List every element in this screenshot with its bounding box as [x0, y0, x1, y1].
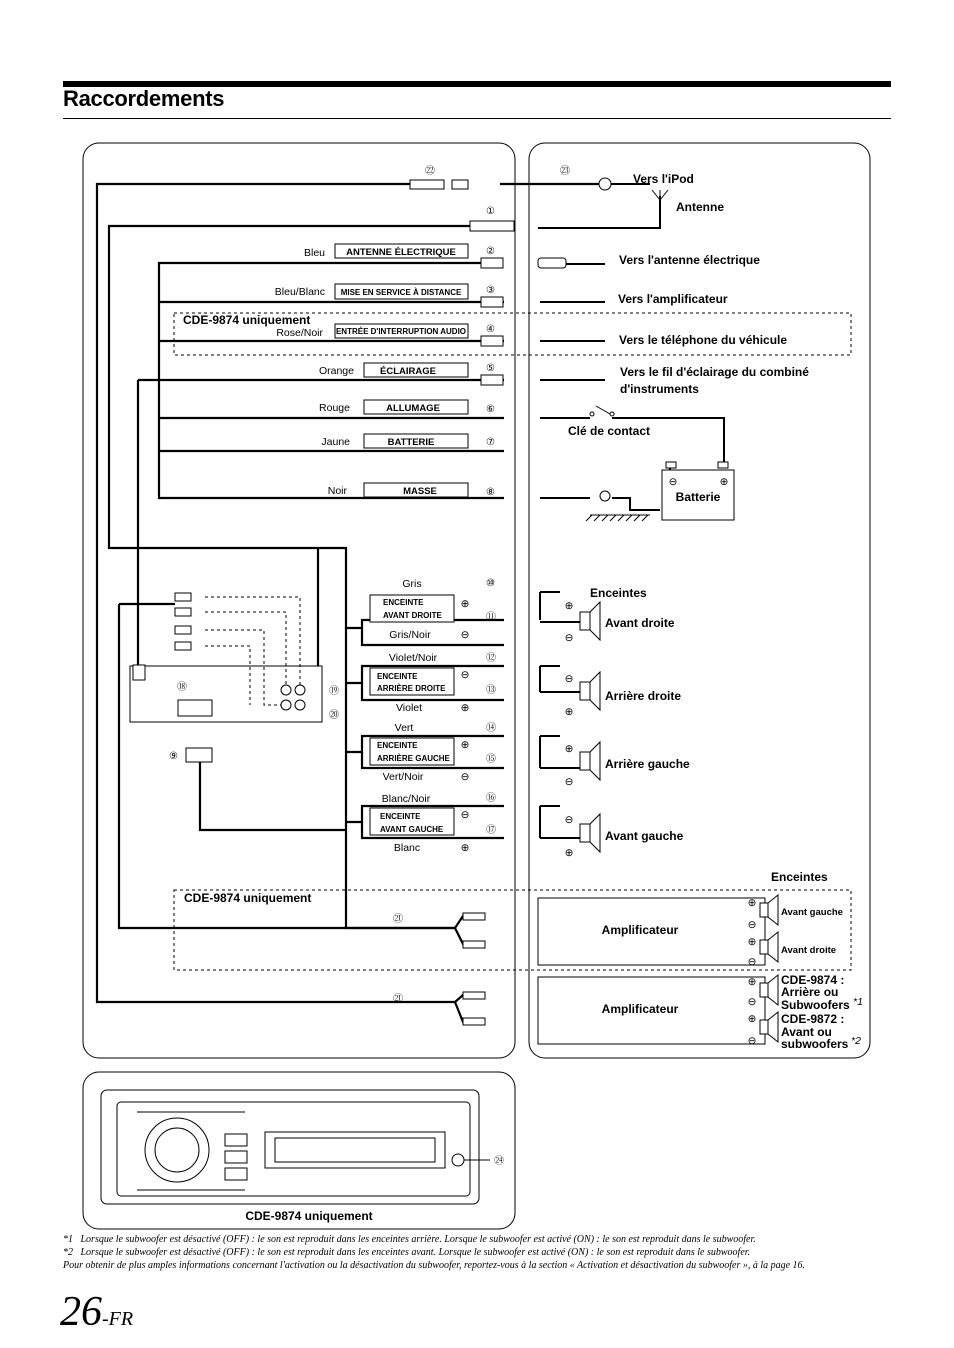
- num-12: ⑫: [486, 653, 496, 664]
- spk-box-2b: ARRIÈRE DROITE: [377, 684, 446, 693]
- num-18: ⑱: [177, 682, 187, 693]
- spk-box-4a: ENCEINTE: [380, 812, 421, 821]
- spk-color-15: Vert/Noir: [382, 771, 424, 783]
- to-amplifier-label: Vers l'amplificateur: [618, 292, 728, 306]
- footnote-text-2: Lorsque le subwoofer est désactivé (OFF) : le son est reproduit dans les enceintes avant. Lorsque le subwoofer est activé (ON) : le son est reproduit dans le subwoofer.: [80, 1247, 751, 1258]
- front-right-label: Avant droite: [605, 616, 675, 630]
- spk-box-2a: ENCEINTE: [377, 672, 418, 681]
- num-21a: ㉑: [393, 914, 403, 925]
- box-label-2: ANTENNE ÉLECTRIQUE: [346, 247, 456, 258]
- num-3: ③: [486, 285, 495, 296]
- num-11: ⑪: [486, 612, 496, 623]
- plus-icon: ⊕: [747, 897, 757, 909]
- box-label-4: ENTRÉE D'INTERRUPTION AUDIO: [335, 327, 467, 336]
- wire-color-2: Bleu: [303, 247, 325, 259]
- bottom-panel: [83, 1072, 515, 1229]
- minus-icon: ⊖: [747, 956, 757, 968]
- amp-front-right-label: Avant droite: [781, 945, 837, 956]
- page-number-value: 26: [60, 1289, 102, 1335]
- plus-icon: ⊕: [460, 702, 470, 714]
- minus-icon: ⊖: [564, 673, 574, 685]
- minus-icon: ⊖: [564, 814, 574, 826]
- page-title: Raccordements: [63, 86, 225, 111]
- head-unit: [101, 1090, 479, 1204]
- spk-color-13: Violet: [395, 702, 423, 714]
- box-label-7: BATTERIE: [387, 437, 435, 448]
- plus-icon: ⊕: [719, 476, 729, 488]
- num-1: ①: [486, 206, 495, 217]
- page-number: [60, 1288, 133, 1336]
- num-19: ⑲: [329, 686, 339, 697]
- footnote-mark-1: *1: [63, 1234, 73, 1245]
- num-20: ⑳: [329, 710, 339, 721]
- num-4: ④: [486, 324, 495, 335]
- to-ipod-label: Vers l'iPod: [633, 172, 694, 186]
- num-5: ⑤: [486, 363, 495, 374]
- num-2: ②: [486, 246, 495, 257]
- footnote-2: [63, 1246, 903, 1259]
- page-number-suffix: -FR: [102, 1308, 134, 1330]
- amp-front-left-label: Avant gauche: [781, 907, 843, 918]
- sub-label-2a: CDE-9872 :: [781, 1012, 845, 1026]
- wire-color-5: Orange: [318, 365, 354, 377]
- to-power-antenna-label: Vers l'antenne électrique: [619, 253, 760, 267]
- num-23: ㉓: [560, 166, 570, 177]
- minus-icon: ⊖: [564, 776, 574, 788]
- num-7: ⑦: [486, 437, 495, 448]
- plus-icon: ⊕: [564, 706, 574, 718]
- wire-color-7: Jaune: [321, 436, 350, 448]
- minus-icon: ⊖: [460, 809, 470, 821]
- spk-box-4b: AVANT GAUCHE: [380, 825, 444, 834]
- box-label-8: MASSE: [403, 486, 437, 497]
- wire-color-6: Rouge: [319, 402, 350, 414]
- plus-icon: ⊕: [747, 1013, 757, 1025]
- plus-icon: ⊕: [564, 600, 574, 612]
- num-15: ⑮: [486, 754, 496, 765]
- spk-box-3b: ARRIÈRE GAUCHE: [377, 754, 450, 763]
- spk-color-14: Vert: [394, 722, 414, 734]
- spk-box-1a: ENCEINTE: [383, 598, 424, 607]
- num-21b: ㉑: [393, 994, 403, 1005]
- antenna-label: Antenne: [676, 200, 724, 214]
- minus-icon: ⊖: [747, 919, 757, 931]
- spk-color-11: Gris/Noir: [389, 629, 431, 641]
- minus-icon: ⊖: [460, 771, 470, 783]
- amplifier-label-1: Amplificateur: [601, 923, 679, 937]
- box-label-6: ALLUMAGE: [386, 403, 440, 414]
- sub-label-2c: subwoofers: [781, 1037, 849, 1051]
- rear-right-label: Arrière droite: [605, 689, 682, 703]
- plus-icon: ⊕: [564, 743, 574, 755]
- rear-left-label: Arrière gauche: [605, 757, 690, 771]
- minus-icon: ⊖: [460, 629, 470, 641]
- box-label-5: ÉCLAIRAGE: [380, 366, 436, 377]
- footnotes: [63, 1233, 903, 1272]
- sub-mark-2: *2: [851, 1035, 861, 1047]
- bottom-cde-label: CDE-9874 uniquement: [245, 1209, 373, 1223]
- num-13: ⑬: [486, 685, 496, 696]
- wire-color-8: Noir: [327, 485, 347, 497]
- footnote-1: [63, 1233, 903, 1246]
- box-label-3: MISE EN SERVICE À DISTANCE: [340, 288, 462, 297]
- speakers-label: Enceintes: [590, 586, 647, 600]
- footnote-mark-2: *2: [63, 1247, 73, 1258]
- minus-icon: ⊖: [747, 1035, 757, 1047]
- spk-color-12: Violet/Noir: [388, 652, 438, 664]
- num-9: ⑨: [169, 751, 178, 762]
- sub-mark-1: *1: [853, 996, 863, 1008]
- footnote-text-1: Lorsque le subwoofer est désactivé (OFF) : le son est reproduit dans les enceintes arrière. Lorsque le subwoofer est activé (ON) : le son est reproduit dans le subwoofer.: [80, 1234, 756, 1245]
- num-16: ⑯: [486, 793, 496, 804]
- wire-color-4: Rose/Noir: [276, 327, 323, 339]
- to-illumination-label-1: Vers le fil d'éclairage du combiné: [620, 365, 809, 379]
- num-17: ⑰: [486, 825, 496, 836]
- minus-icon: ⊖: [564, 632, 574, 644]
- wire-22: [97, 184, 455, 1002]
- to-illumination-label-2: d'instruments: [620, 382, 699, 396]
- num-6: ⑥: [486, 404, 495, 415]
- plus-icon: ⊕: [460, 739, 470, 751]
- minus-icon: ⊖: [747, 996, 757, 1008]
- minus-icon: ⊖: [668, 476, 678, 488]
- ignition-key-label: Clé de contact: [568, 424, 651, 438]
- minus-icon: ⊖: [460, 669, 470, 681]
- spk-color-17: Blanc: [393, 842, 421, 854]
- spk-color-16: Blanc/Noir: [381, 793, 431, 805]
- sub-label-1a: CDE-9874 :: [781, 973, 845, 987]
- spk-box-1b: AVANT DROITE: [383, 611, 442, 620]
- spk-box-3a: ENCEINTE: [377, 741, 418, 750]
- num-22: ㉒: [425, 166, 435, 177]
- plus-icon: ⊕: [460, 842, 470, 854]
- sub-label-2b: Avant ou: [781, 1025, 832, 1039]
- cde-only-label-1: CDE-9874 uniquement: [183, 313, 311, 327]
- wire-color-3: Bleu/Blanc: [274, 286, 325, 298]
- plus-icon: ⊕: [747, 976, 757, 988]
- num-8: ⑧: [486, 487, 495, 498]
- cde-only-label-2: CDE-9874 uniquement: [184, 891, 312, 905]
- plus-icon: ⊕: [747, 936, 757, 948]
- num-24: ㉔: [494, 1156, 504, 1167]
- front-left-label: Avant gauche: [605, 829, 684, 843]
- num-14: ⑭: [486, 723, 496, 734]
- num-10: ⑩: [486, 578, 495, 589]
- plus-icon: ⊕: [564, 847, 574, 859]
- to-phone-label: Vers le téléphone du véhicule: [619, 333, 788, 347]
- speakers-label-2: Enceintes: [771, 870, 828, 884]
- amplifier-label-2: Amplificateur: [601, 1002, 679, 1016]
- footnote-3: Pour obtenir de plus amples informations concernant l'activation ou la désactivation du subwoofer, reportez-vous à la section « Activation et désactivation du subwoofer », à la page 16.: [63, 1260, 806, 1271]
- plus-icon: ⊕: [460, 598, 470, 610]
- sub-label-1b: Arrière ou: [781, 985, 839, 999]
- sub-label-1c: Subwoofers: [781, 998, 850, 1012]
- spk-color-10: Gris: [402, 578, 422, 590]
- battery-label: Batterie: [675, 490, 721, 504]
